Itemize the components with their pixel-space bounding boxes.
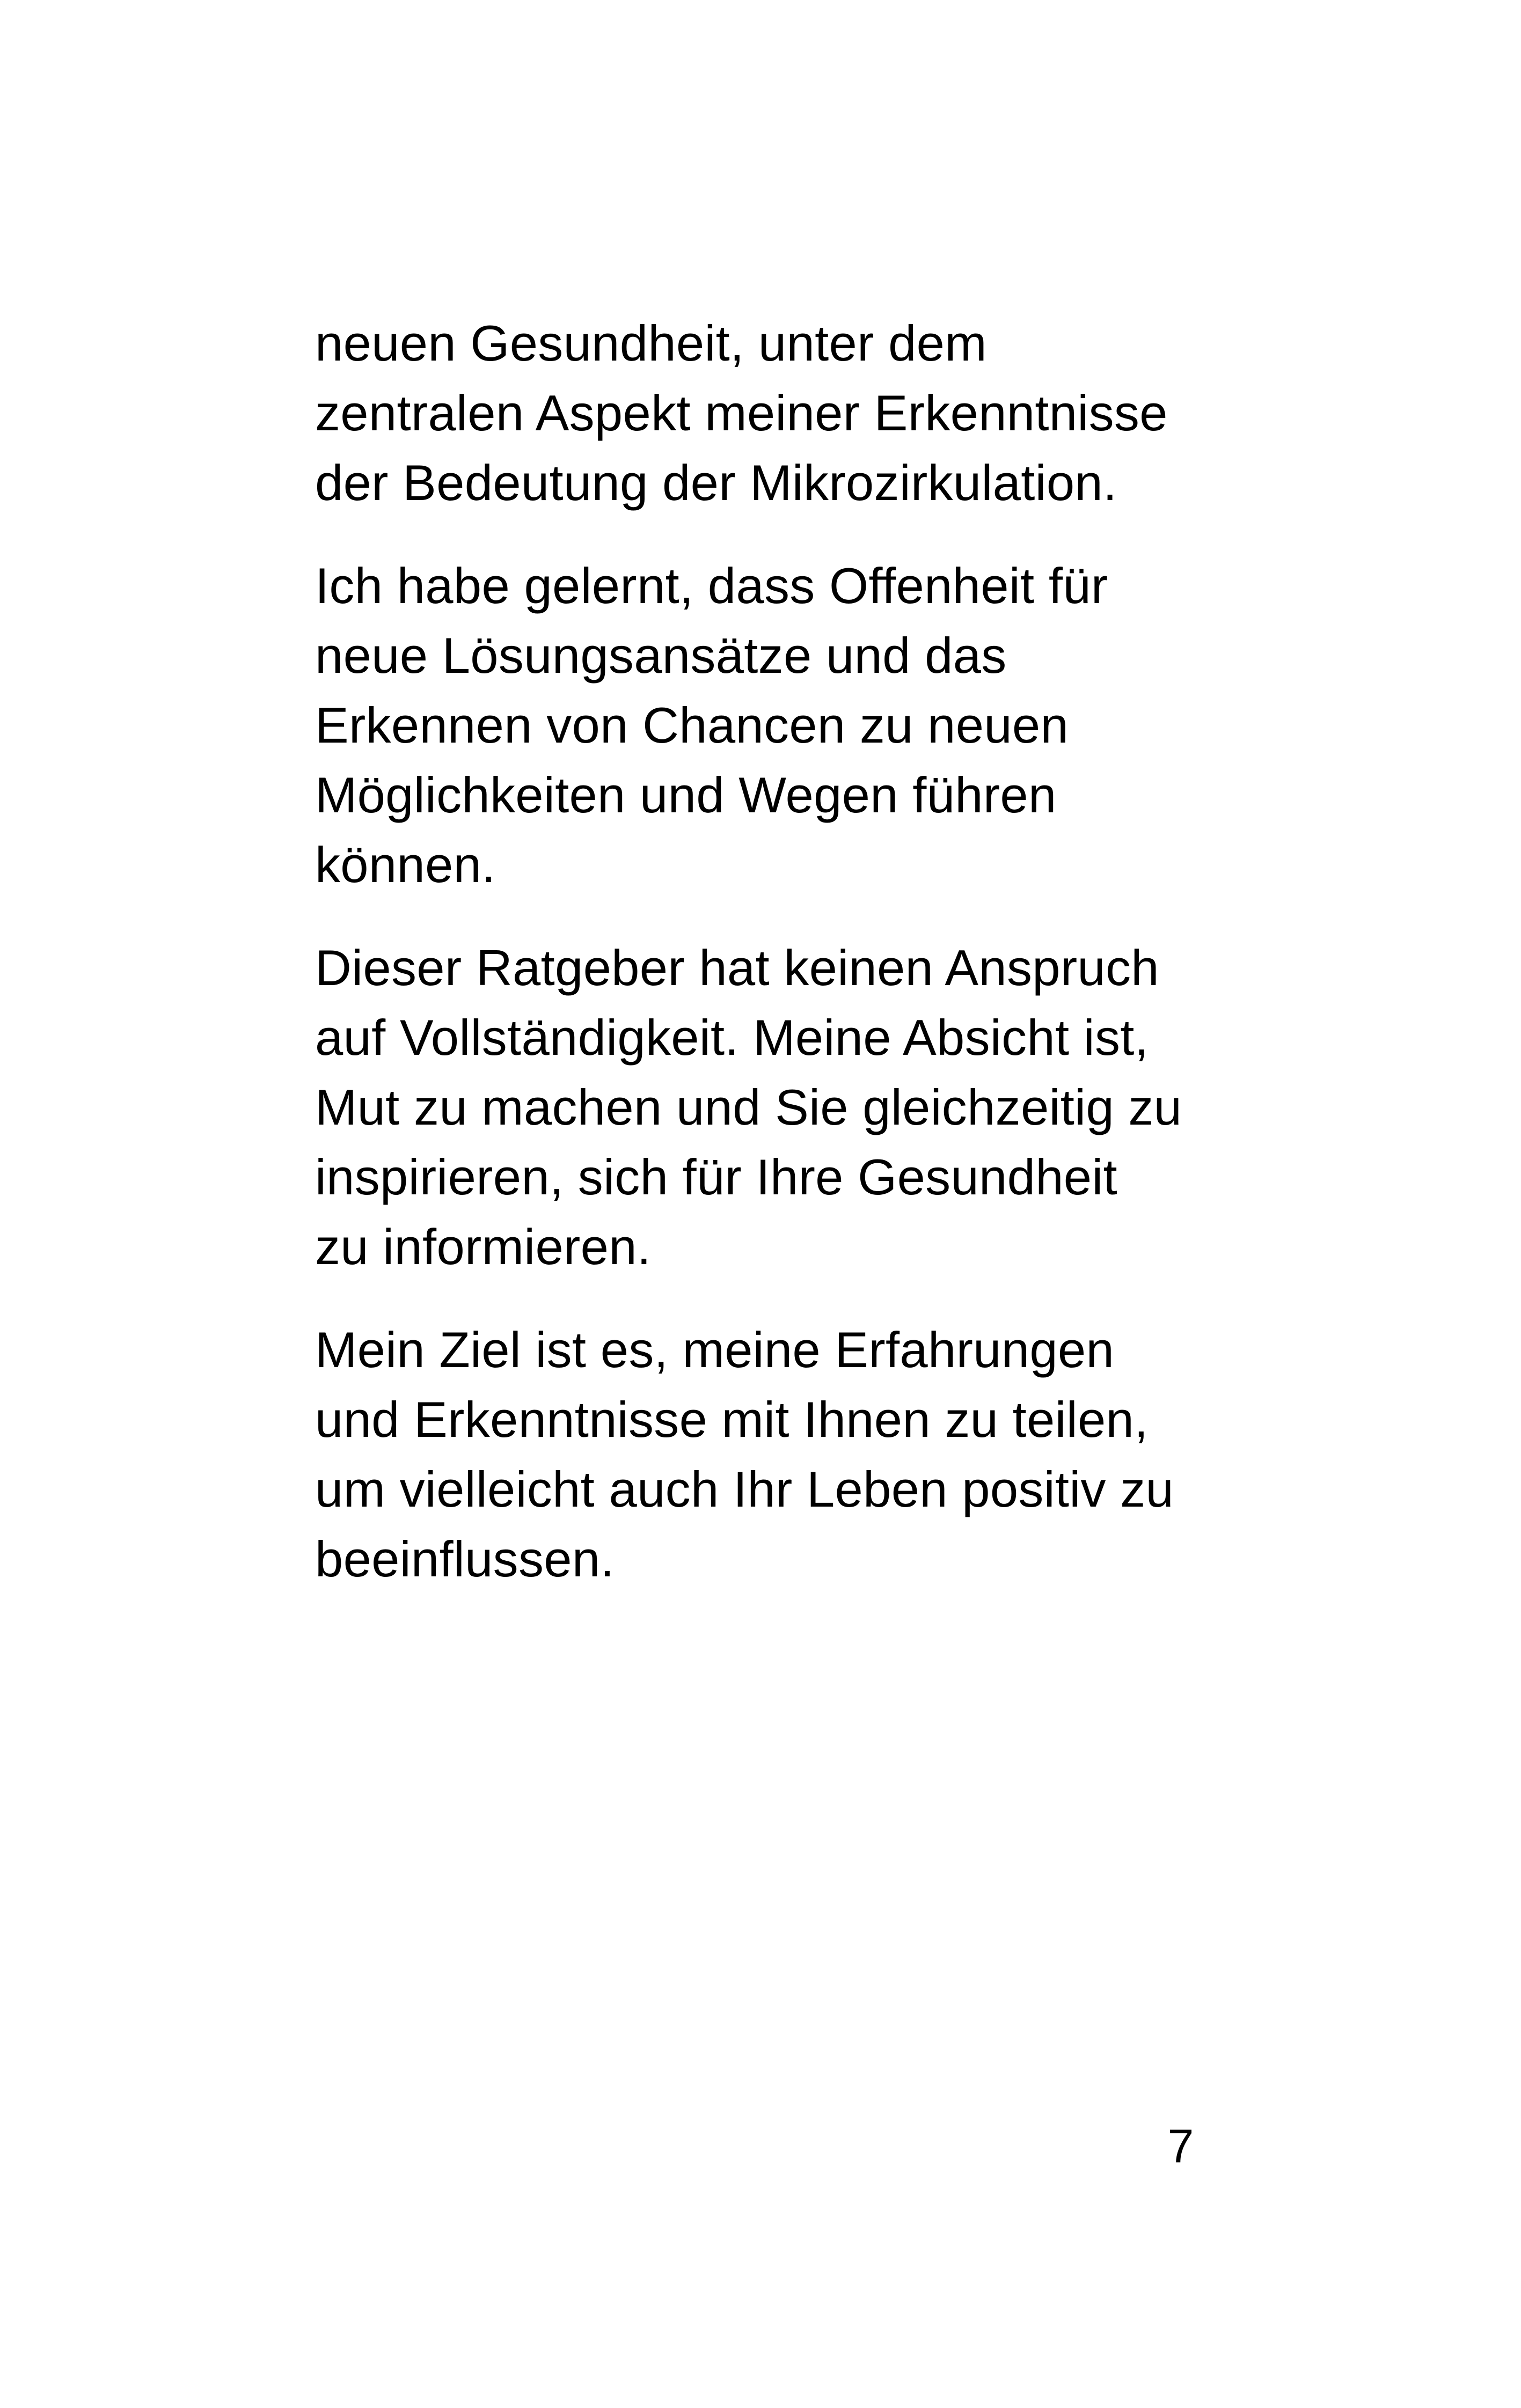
- text-line: Mut zu machen und Sie gleichzeitig zu: [315, 1079, 1182, 1135]
- text-line: beeinflussen.: [315, 1531, 615, 1587]
- text-line: um vielleicht auch Ihr Leben positiv zu: [315, 1461, 1174, 1517]
- text-line: Mein Ziel ist es, meine Erfahrungen: [315, 1322, 1115, 1378]
- text-line: Erkennen von Chancen zu neuen: [315, 697, 1069, 753]
- text-line: Ich habe gelernt, dass Offenheit für: [315, 557, 1108, 614]
- text-line: und Erkenntnisse mit Ihnen zu teilen,: [315, 1391, 1149, 1448]
- text-line: Dieser Ratgeber hat keinen Anspruch: [315, 939, 1159, 996]
- paragraph-2: [315, 551, 1227, 900]
- text-line: neue Lösungsansätze und das: [315, 627, 1007, 684]
- text-line: neuen Gesundheit, unter dem: [315, 315, 987, 371]
- text-line: zu informieren.: [315, 1218, 652, 1275]
- text-line: auf Vollständigkeit. Meine Absicht ist,: [315, 1009, 1149, 1066]
- text-line: können.: [315, 836, 496, 893]
- text-line: zentralen Aspekt meiner Erkenntnisse: [315, 385, 1168, 441]
- paragraph-3: [315, 933, 1227, 1282]
- text-line: Möglichkeiten und Wegen führen: [315, 767, 1057, 823]
- page-number: 7: [1167, 2119, 1194, 2172]
- paragraph-1: [315, 309, 1227, 518]
- text-line: der Bedeutung der Mikrozirkulation.: [315, 454, 1117, 511]
- body-text: [315, 309, 1227, 1627]
- paragraph-4: [315, 1315, 1227, 1594]
- text-line: inspirieren, sich für Ihre Gesundheit: [315, 1149, 1117, 1205]
